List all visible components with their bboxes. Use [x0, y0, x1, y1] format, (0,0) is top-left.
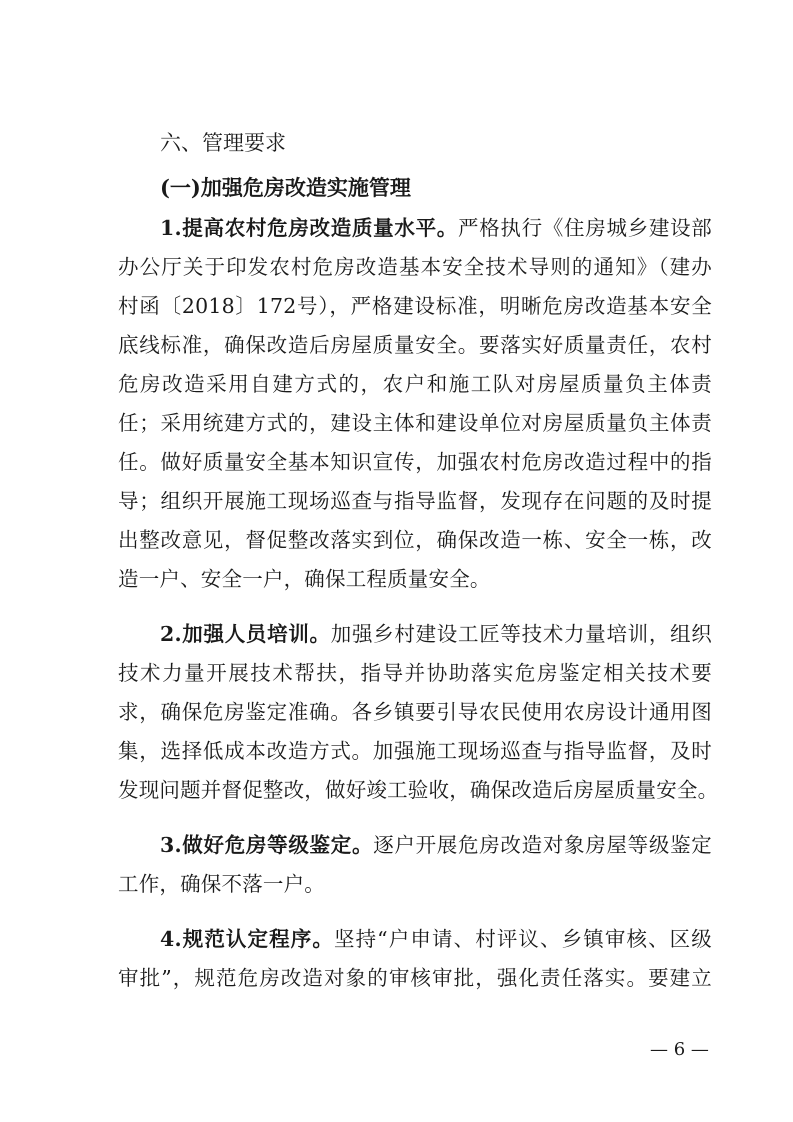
paragraph-line: 造一户、安全一户，确保工程质量安全。 [118, 567, 491, 591]
paragraph-line [160, 619, 712, 649]
item-lead: 1.提高农村危房改造质量水平。 [160, 216, 459, 240]
paragraph-line [160, 924, 712, 954]
paragraph-line: 危房改造采用自建方式的，农户和施工队对房屋质量负主体责 [118, 372, 712, 396]
paragraph-line: 导；组织开展施工现场巡查与指导监督，发现存在问题的及时提 [118, 489, 712, 513]
paragraph-line: 技术力量开展技术帮扶，指导并协助落实危房鉴定相关技术要 [118, 661, 712, 685]
paragraph-line: 求，确保危房鉴定准确。各乡镇要引导农民使用农房设计通用图 [118, 700, 712, 724]
paragraph-line: 集，选择低成本改造方式。加强施工现场巡查与指导监督，及时 [118, 739, 712, 763]
paragraph-line [160, 830, 712, 860]
item-lead: 4.规范认定程序。 [160, 927, 334, 951]
line-text: 严格执行《住房城乡建设部 [458, 216, 712, 240]
subsection-title: (一)加强危房改造实施管理 [160, 175, 411, 200]
paragraph-line: 办公厅关于印发农村危房改造基本安全技术导则的通知》（建办 [118, 255, 712, 279]
paragraph-line: 发现问题并督促整改，做好竣工验收，确保改造后房屋质量安全。 [118, 778, 719, 802]
paragraph-line: 审批”，规范危房改造对象的审核审批，强化责任落实。要建立 [118, 966, 712, 990]
line-text: 逐户开展危房改造对象房屋等级鉴定 [373, 833, 712, 857]
paragraph-line: 村函〔2018〕172号），严格建设标准，明晰危房改造基本安全 [118, 294, 712, 318]
page-number: — 6 — [650, 1039, 709, 1060]
line-text: 坚持“户申请、村评议、乡镇审核、区级 [333, 927, 712, 951]
paragraph-line: 底线标准，确保改造后房屋质量安全。要落实好质量责任，农村 [118, 333, 712, 357]
line-text: 加强乡村建设工匠等技术力量培训，组织 [330, 622, 712, 646]
item-lead: 3.做好危房等级鉴定。 [160, 833, 374, 857]
paragraph-line: 任；采用统建方式的，建设主体和建设单位对房屋质量负主体责 [118, 411, 712, 435]
paragraph-line: 工作，确保不落一户。 [118, 872, 325, 896]
paragraph-line: 任。做好质量安全基本知识宣传，加强农村危房改造过程中的指 [118, 450, 712, 474]
item-lead: 2.加强人员培训。 [160, 622, 331, 646]
paragraph-line [160, 213, 712, 243]
paragraph-line: 出整改意见，督促整改落实到位，确保改造一栋、安全一栋，改 [118, 528, 712, 552]
section-title: 六、管理要求 [160, 131, 286, 155]
